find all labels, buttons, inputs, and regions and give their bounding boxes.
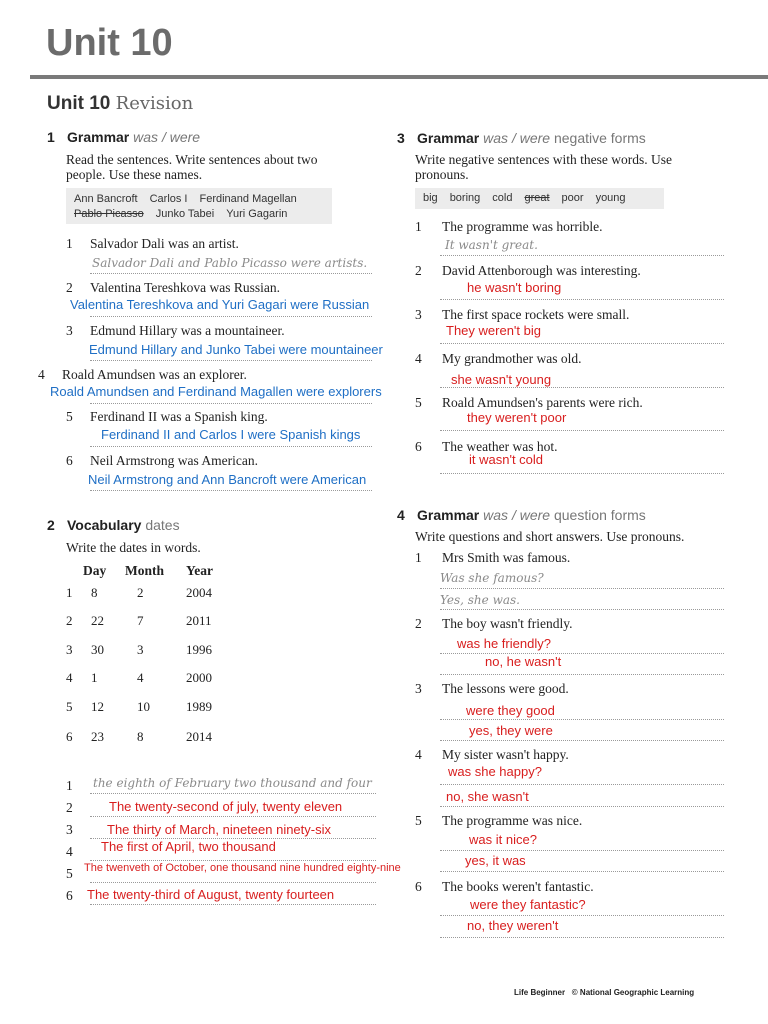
answer-line: [90, 359, 372, 361]
item-number: 6: [66, 888, 73, 903]
item-number: 2: [66, 280, 73, 295]
model-answer: It wasn't great.: [445, 238, 538, 252]
month-cell: 7: [137, 613, 144, 628]
row-number: 5: [66, 699, 73, 714]
month-cell: 4: [137, 670, 144, 685]
written-answer: Valentina Tereshkova and Yuri Gagari were Russian: [70, 297, 370, 312]
written-answer: The twenty-second of july, twenty eleven: [109, 799, 343, 814]
model-answer: Yes, she was.: [440, 593, 520, 607]
item-number: 1: [415, 219, 422, 234]
written-answer: were they good: [466, 703, 555, 718]
item-number: 5: [66, 866, 73, 881]
answer-line: [440, 298, 724, 300]
item-number: 4: [415, 351, 422, 366]
answer-line: [440, 608, 724, 610]
written-answer: Roald Amundsen and Ferdinand Magallen were explorers: [50, 384, 382, 399]
answer-line: [440, 386, 724, 388]
question-text: Roald Amundsen was an explorer.: [62, 367, 247, 382]
header-rule: [30, 75, 768, 79]
item-number: 5: [66, 409, 73, 424]
section-2-heading: 2 Vocabulary dates: [47, 517, 180, 533]
item-number: 3: [415, 681, 422, 696]
question-text: The lessons were good.: [442, 681, 569, 696]
item-number: 4: [38, 367, 45, 382]
item-number: 4: [66, 844, 73, 859]
written-answer: no, they weren't: [467, 918, 559, 933]
year-cell: 2014: [186, 729, 212, 744]
item-number: 6: [415, 879, 422, 894]
section-4-heading: 4 Grammar was / were question forms: [397, 507, 646, 523]
month-cell: 2: [137, 585, 144, 600]
written-answer: he wasn't boring: [467, 280, 562, 295]
question-text: Valentina Tereshkova was Russian.: [90, 280, 281, 295]
question-text: My sister wasn't happy.: [442, 747, 569, 762]
section-2-instructions: Write the dates in words.: [66, 540, 201, 555]
model-answer: Salvador Dali and Pablo Picasso were artists.: [92, 256, 368, 270]
question-text: David Attenborough was interesting.: [442, 263, 641, 278]
row-number: 1: [66, 585, 73, 600]
question-text: Mrs Smith was famous.: [442, 550, 571, 565]
revision-label: Revision: [115, 93, 194, 114]
answer-line: [440, 718, 724, 720]
row-number: 4: [66, 670, 73, 685]
answer-line: [440, 652, 724, 654]
answer-line: [440, 472, 724, 474]
year-cell: 2004: [186, 585, 212, 600]
item-number: 4: [415, 747, 422, 762]
year-cell: 2011: [186, 613, 212, 628]
answer-line: [440, 342, 724, 344]
answer-line: [440, 587, 724, 589]
written-answer: it wasn't cold: [469, 452, 544, 467]
month-cell: 10: [137, 699, 150, 714]
section-3-heading: 3 Grammar was / were negative forms: [397, 130, 646, 146]
section-1-heading: 1 Grammar was / were: [47, 129, 201, 145]
model-answer: the eighth of February two thousand and four: [93, 776, 372, 790]
year-cell: 1996: [186, 642, 212, 657]
section-4-instructions: Write questions and short answers. Use pronouns.: [415, 529, 685, 544]
section-1-instructions: Read the sentences. Write sentences about two people. Use these names.: [66, 152, 318, 182]
answer-line: [90, 881, 376, 883]
written-answer: Edmund Hillary and Junko Tabei were mountaineer: [89, 342, 383, 357]
item-number: 2: [66, 800, 73, 815]
item-number: 2: [415, 263, 422, 278]
question-text: The books weren't fantastic.: [442, 879, 594, 894]
year-cell: 2000: [186, 670, 212, 685]
day-cell: 22: [91, 613, 104, 628]
item-number: 1: [66, 236, 73, 251]
written-answer: was it nice?: [469, 832, 537, 847]
item-number: 5: [415, 395, 422, 410]
answer-line: [90, 815, 376, 817]
month-cell: 3: [137, 642, 144, 657]
question-text: My grandmother was old.: [442, 351, 582, 366]
item-number: 3: [66, 822, 73, 837]
day-cell: 12: [91, 699, 104, 714]
question-text: Ferdinand II was a Spanish king.: [90, 409, 268, 424]
written-answer: yes, it was: [465, 853, 526, 868]
question-text: The programme was horrible.: [442, 219, 603, 234]
written-answer: she wasn't young: [451, 372, 552, 387]
question-text: Neil Armstrong was American.: [90, 453, 258, 468]
row-number: 3: [66, 642, 73, 657]
answer-line: [90, 445, 372, 447]
question-text: The first space rockets were small.: [442, 307, 630, 322]
item-number: 5: [415, 813, 422, 828]
question-text: The boy wasn't friendly.: [442, 616, 573, 631]
answer-line: [90, 903, 376, 905]
question-text: The programme was nice.: [442, 813, 583, 828]
year-cell: 1989: [186, 699, 212, 714]
revision-unit: Unit 10: [47, 93, 111, 114]
names-box: Ann Bancroft Carlos I Ferdinand Magellan Pablo Picasso Junko Tabei Yuri Gagarin: [66, 188, 332, 224]
written-answer: yes, they were: [469, 723, 553, 738]
question-text: The weather was hot.: [442, 439, 558, 454]
revision-title: [47, 93, 193, 115]
answer-line: [440, 739, 724, 741]
column-header-year: Year: [186, 563, 213, 578]
answer-line: [440, 914, 724, 916]
answer-line: [440, 254, 724, 256]
written-answer: The thirty of March, nineteen ninety-six: [107, 822, 331, 837]
written-answer: The twenty-third of August, twenty fourteen: [87, 887, 335, 902]
answer-line: [440, 783, 724, 785]
written-answer: was she happy?: [448, 764, 542, 779]
question-text: Salvador Dali was an artist.: [90, 236, 239, 251]
answer-line: [440, 870, 724, 872]
answer-line: [90, 402, 372, 404]
written-answer: no, she wasn't: [446, 789, 529, 804]
written-answer: they weren't poor: [467, 410, 567, 425]
day-cell: 8: [91, 585, 98, 600]
item-number: 6: [66, 453, 73, 468]
item-number: 6: [415, 439, 422, 454]
day-cell: 1: [91, 670, 98, 685]
answer-line: [90, 315, 372, 317]
question-text: Edmund Hillary was a mountaineer.: [90, 323, 285, 338]
answer-line: [440, 849, 724, 851]
item-number: 2: [415, 616, 422, 631]
column-header-day: Day: [83, 563, 107, 578]
month-cell: 8: [137, 729, 144, 744]
written-answer: were they fantastic?: [470, 897, 586, 912]
written-answer: no, he wasn't: [485, 654, 562, 669]
model-answer: Was she famous?: [440, 571, 544, 585]
answer-line: [90, 792, 376, 794]
item-number: 1: [66, 778, 73, 793]
written-answer: The twenveth of October, one thousand nine hundred eighty-nine: [84, 862, 401, 874]
unit-title: Unit 10: [46, 22, 173, 64]
row-number: 6: [66, 729, 73, 744]
written-answer: The first of April, two thousand: [101, 839, 276, 854]
day-cell: 30: [91, 642, 104, 657]
answer-line: [90, 859, 376, 861]
written-answer: They weren't big: [446, 323, 541, 338]
answer-line: [440, 805, 724, 807]
answer-line: [440, 936, 724, 938]
row-number: 2: [66, 613, 73, 628]
answer-line: [90, 489, 372, 491]
item-number: 3: [66, 323, 73, 338]
word-box: big boring cold great poor young: [415, 188, 664, 209]
answer-line: [90, 272, 372, 274]
question-text: Roald Amundsen's parents were rich.: [442, 395, 643, 410]
section-3-instructions: Write negative sentences with these words. Use pronouns.: [415, 152, 673, 182]
written-answer: Ferdinand II and Carlos I were Spanish kings: [101, 427, 361, 442]
answer-line: [440, 673, 724, 675]
answer-line: [440, 429, 724, 431]
written-answer: was he friendly?: [457, 636, 551, 651]
day-cell: 23: [91, 729, 104, 744]
footer: Life Beginner © National Geographic Learning: [514, 988, 695, 997]
column-header-month: Month: [125, 563, 165, 578]
written-answer: Neil Armstrong and Ann Bancroft were American: [88, 472, 367, 487]
item-number: 1: [415, 550, 422, 565]
item-number: 3: [415, 307, 422, 322]
